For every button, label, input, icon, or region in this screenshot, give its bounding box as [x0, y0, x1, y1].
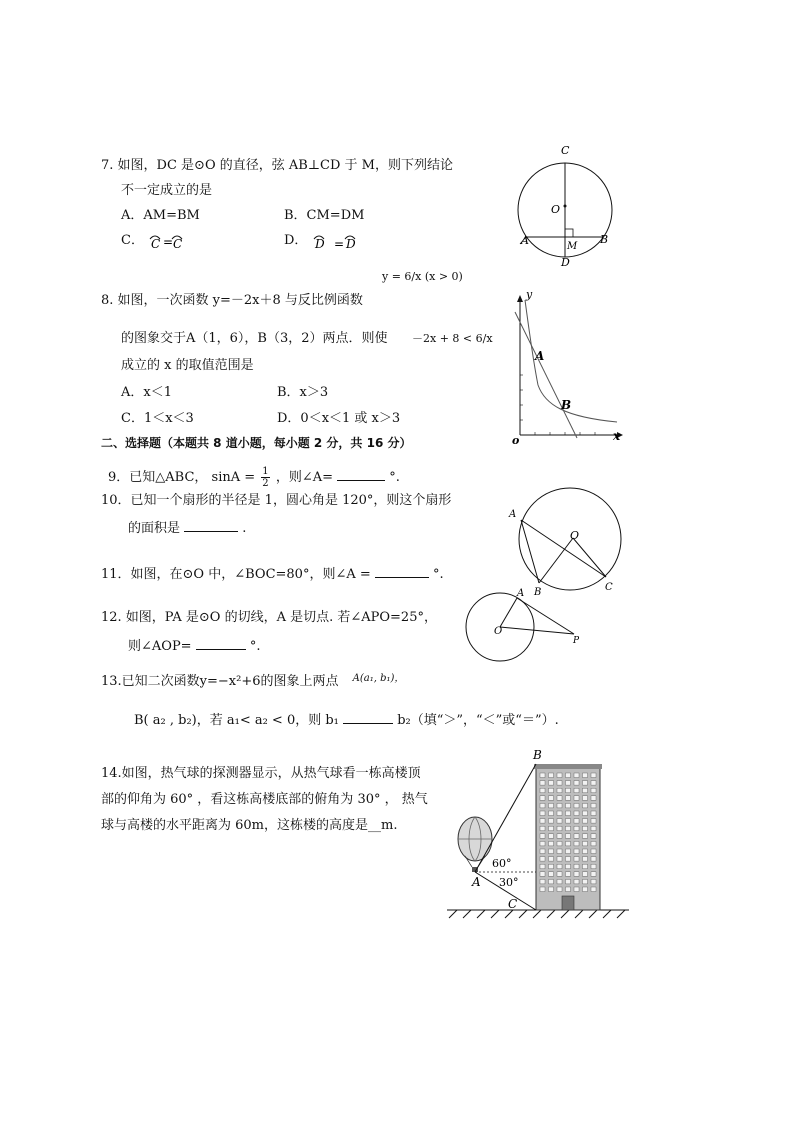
building-window [557, 879, 562, 884]
building-window [566, 857, 571, 862]
building-window [574, 826, 579, 831]
building-window [574, 796, 579, 801]
q9-stem [108, 466, 400, 489]
q14-line1: 14.如图，热气球的探测器显示，从热气球看一栋高楼顶 [101, 766, 421, 781]
building-window [549, 887, 554, 892]
building-window [549, 773, 554, 778]
building-window [566, 841, 571, 846]
q9-answer-blank[interactable] [337, 467, 385, 481]
building-window [557, 788, 562, 793]
q13-answer-blank[interactable] [343, 710, 393, 724]
building-window [540, 864, 545, 869]
building-window [566, 826, 571, 831]
building-window [591, 864, 596, 869]
building-window [583, 887, 588, 892]
q11-label-c: C [605, 582, 613, 593]
building-window [540, 819, 545, 824]
building-window [574, 803, 579, 808]
q11-label-a: A [509, 509, 517, 520]
building-window [583, 796, 588, 801]
q7-option-c-label: C． [121, 233, 144, 248]
building-window [549, 826, 554, 831]
building-window [549, 864, 554, 869]
building-window [557, 826, 562, 831]
building-window [591, 826, 596, 831]
building-window [566, 872, 571, 877]
building-window [591, 773, 596, 778]
q7-label-c: C [561, 144, 570, 157]
q8-stem-line1 [101, 292, 363, 310]
building-window [583, 811, 588, 816]
building-window [574, 819, 579, 824]
q14-line2: 部的仰角为 60° ，看这栋高楼底部的俯角为 30° ， 热气 [101, 792, 428, 807]
building-window [574, 781, 579, 786]
building-window [557, 872, 562, 877]
building-window [540, 811, 545, 816]
building-window [591, 887, 596, 892]
building-window [583, 857, 588, 862]
q13-line2-a: B( a₂ , b₂)，若 a₁< a₂ < 0，则 b₁ [134, 713, 339, 728]
svg-text:D: D [314, 236, 325, 249]
building-window [566, 887, 571, 892]
building-window [591, 841, 596, 846]
building-window [591, 849, 596, 854]
q8-label-b: B [561, 398, 572, 412]
q7-label-a: A [521, 234, 529, 247]
q14-balloon-figure [445, 742, 635, 924]
q12-line2-end: °. [249, 639, 261, 654]
q7-label-o: O [551, 203, 561, 216]
svg-text:C: C [151, 236, 161, 249]
building-window [540, 872, 545, 877]
q7-option-d-label: D． [284, 233, 308, 248]
q10-answer-blank[interactable] [184, 518, 238, 532]
building-window [549, 811, 554, 816]
building-window [549, 841, 554, 846]
building-window [557, 849, 562, 854]
building-window [583, 773, 588, 778]
building-window [591, 811, 596, 816]
building-window [583, 781, 588, 786]
q13-point-a: A(a₁, b₁)， [352, 673, 405, 684]
q8-stem-text: 如图，一次函数 y=－2x＋8 与反比例函数 [117, 293, 363, 308]
q13-line1-text: 13.已知二次函数y=−x²+6的图象上两点 [101, 674, 339, 689]
q12-line2-text: 则∠AOP= [128, 639, 192, 654]
building-window [549, 857, 554, 862]
building-window [566, 834, 571, 839]
q13-line2 [134, 710, 559, 730]
q8-graph-figure [505, 290, 625, 445]
q12-label-a: A [517, 588, 525, 599]
q12-line1: 12. 如图，PA 是⊙O 的切线，A 是切点. 若∠APO=25°， [101, 610, 437, 625]
building-window [566, 819, 571, 824]
q11-stem [101, 564, 444, 584]
building-window [591, 781, 596, 786]
q9-text-c: °. [389, 470, 400, 485]
q11-label-b: B [534, 587, 542, 598]
building-window [574, 864, 579, 869]
q10-line2 [128, 518, 246, 538]
building-window [583, 826, 588, 831]
q13-line2-b: b₂（填“＞”，“＜”或“＝”）. [397, 713, 559, 728]
building-window [583, 849, 588, 854]
q8-option-b: B．x＞3 [277, 385, 329, 400]
q14-label-a: A [472, 875, 481, 889]
building-window [549, 781, 554, 786]
building-window [583, 879, 588, 884]
building-window [591, 872, 596, 877]
q12-line2 [128, 636, 261, 656]
building-window [549, 834, 554, 839]
building-window [591, 788, 596, 793]
q8-option-a: A．x＜1 [121, 385, 172, 400]
svg-text:C: C [173, 236, 183, 249]
building-window [549, 819, 554, 824]
q9-text-b: ，则∠A= [275, 470, 333, 485]
building-window [540, 834, 545, 839]
building-window [540, 841, 545, 846]
q12-label-p: P [573, 636, 580, 646]
q11-answer-blank[interactable] [375, 564, 429, 578]
q8-label-x: x [613, 429, 621, 443]
q7-label-d: D [561, 256, 570, 269]
building-window [566, 811, 571, 816]
building-window [566, 788, 571, 793]
building-window [591, 796, 596, 801]
q7-option-c [121, 232, 188, 250]
q14-label-c: C [508, 897, 518, 911]
q7-option-d [284, 232, 364, 250]
q7-option-d-arcs [312, 233, 364, 249]
building-window [574, 887, 579, 892]
building-window [574, 811, 579, 816]
building-window [591, 834, 596, 839]
building-window [583, 834, 588, 839]
q7-label-b: B [600, 233, 609, 246]
building-window [557, 773, 562, 778]
q8-function-label: y = 6/x (x > 0) [382, 270, 463, 283]
svg-text:=: = [163, 234, 174, 249]
q11-circle-figure [505, 486, 625, 598]
building-window [574, 788, 579, 793]
building-window [583, 788, 588, 793]
building-window [549, 788, 554, 793]
building-window [549, 879, 554, 884]
building-window [583, 841, 588, 846]
building-window [540, 849, 545, 854]
q12-answer-blank[interactable] [196, 636, 246, 650]
q7-option-c-arcs [148, 233, 188, 249]
building-window [557, 841, 562, 846]
q13-line1 [101, 670, 404, 691]
q14-angle-down: 30° [499, 876, 519, 889]
q11-end: °. [433, 567, 444, 582]
building-window [574, 879, 579, 884]
building-window [591, 857, 596, 862]
building-window [574, 857, 579, 862]
building-window [557, 857, 562, 862]
building-window [566, 781, 571, 786]
q11-label-o: O [570, 529, 580, 542]
building-window [583, 819, 588, 824]
building-window [540, 773, 545, 778]
building-window [557, 781, 562, 786]
q7-circle-figure [505, 140, 625, 270]
q9-frac-num: 1 [262, 466, 269, 477]
q12-tangent-figure [462, 585, 590, 663]
building-window [540, 857, 545, 862]
q8-option-d: D．0＜x＜1 或 x＞3 [277, 411, 401, 426]
q10-line2-text: 的面积是 [128, 521, 181, 536]
q8-inequality: －2x + 8 < 6/x [412, 332, 493, 345]
q8-label-a: A [535, 349, 545, 363]
q11-text: 11．如图，在⊙O 中，∠BOC=80°，则∠A = [101, 567, 371, 582]
q8-label-o: o [512, 434, 520, 445]
building-window [591, 879, 596, 884]
building-window [557, 887, 562, 892]
q7-stem-line2: 不一定成立的是 [121, 183, 213, 198]
building-window [549, 849, 554, 854]
building-window [574, 773, 579, 778]
q9-frac-den: 2 [262, 478, 269, 489]
q14-label-b: B [533, 748, 542, 762]
building-window [540, 879, 545, 884]
building-window [566, 864, 571, 869]
building-window [557, 834, 562, 839]
building-window [557, 811, 562, 816]
building-window [583, 864, 588, 869]
q8-label-y: y [526, 290, 533, 301]
building-window [583, 803, 588, 808]
q7-option-a: A．AM=BM [121, 208, 200, 223]
q7-label-m: M [567, 241, 578, 252]
building-window [566, 879, 571, 884]
building-window [540, 887, 545, 892]
q7-stem-text: 如图，DC 是⊙O 的直径，弦 AB⊥CD 于 M，则下列结论 [117, 158, 453, 173]
building-window [557, 819, 562, 824]
building-window [557, 796, 562, 801]
q7-stem-line1 [101, 157, 453, 175]
q8-option-c: C．1＜x＜3 [121, 411, 194, 426]
building-window [566, 773, 571, 778]
building-window [549, 796, 554, 801]
building-window [540, 803, 545, 808]
q14-angle-up: 60° [492, 857, 512, 870]
building-window [557, 803, 562, 808]
building-window [566, 803, 571, 808]
building-window [583, 872, 588, 877]
q9-fraction [261, 466, 269, 489]
q9-text-a: 9．已知△ABC， sinA = [108, 470, 256, 485]
building-window [549, 803, 554, 808]
building-window [557, 864, 562, 869]
building-window [540, 781, 545, 786]
building-window [540, 788, 545, 793]
building-window [540, 796, 545, 801]
building-window [574, 872, 579, 877]
q8-stem-line3: 成立的 x 的取值范围是 [121, 358, 254, 373]
q8-number: 8. [101, 293, 114, 308]
building-window [566, 796, 571, 801]
building-window [540, 826, 545, 831]
svg-text:D: D [345, 236, 356, 249]
q7-number: 7. [101, 158, 114, 173]
building-window [574, 849, 579, 854]
building-window [566, 849, 571, 854]
building-window [549, 872, 554, 877]
building-window [574, 841, 579, 846]
q10-line2-end: . [242, 521, 247, 536]
q12-label-o: O [494, 626, 503, 637]
building-window [574, 834, 579, 839]
q14-line3: 球与高楼的水平距离为 60m，这栋楼的高度是__m. [101, 818, 398, 833]
building-window [591, 819, 596, 824]
building-window [591, 803, 596, 808]
section2-heading: 二、选择题（本题共 8 道小题，每小题 2 分，共 16 分） [101, 436, 412, 450]
svg-text:=: = [333, 236, 344, 249]
q10-line1: 10．已知一个扇形的半径是 1，圆心角是 120°，则这个扇形 [101, 493, 452, 508]
q7-option-b: B．CM=DM [284, 208, 365, 223]
q8-stem-line2: 的图象交于A（1，6），B（3，2）两点．则使 [121, 331, 388, 346]
